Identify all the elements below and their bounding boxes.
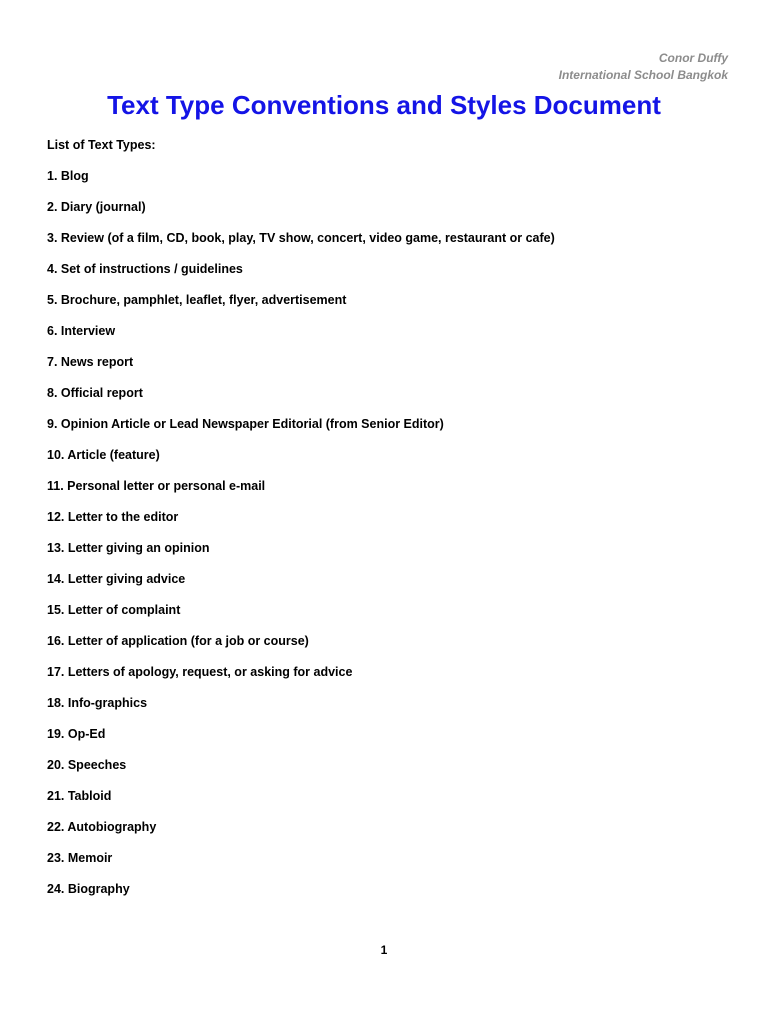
school-name: International School Bangkok (558, 68, 728, 82)
document-header (559, 50, 728, 84)
list-item: 13. Letter giving an opinion (47, 541, 210, 555)
list-item: 2. Diary (journal) (47, 200, 146, 214)
list-item: 5. Brochure, pamphlet, leaflet, flyer, advertisement (47, 293, 347, 307)
list-item: 15. Letter of complaint (47, 603, 181, 617)
list-item: 4. Set of instructions / guidelines (47, 262, 243, 276)
list-item: 6. Interview (47, 324, 116, 338)
list-item: 3. Review (of a film, CD, book, play, TV show, concert, video game, restaurant or cafe) (47, 231, 555, 245)
list-item: 14. Letter giving advice (47, 572, 186, 586)
list-item: 20. Speeches (47, 758, 127, 772)
list-item: 19. Op-Ed (47, 727, 106, 741)
list-item: 8. Official report (47, 386, 143, 400)
list-item: 16. Letter of application (for a job or course) (47, 634, 309, 648)
list-item: 11. Personal letter or personal e-mail (47, 479, 266, 493)
list-item: 1. Blog (47, 169, 89, 183)
list-item: 7. News report (47, 355, 134, 369)
list-item: 9. Opinion Article or Lead Newspaper Editorial (from Senior Editor) (47, 417, 444, 431)
list-item: 10. Article (feature) (47, 448, 160, 462)
list-item: 12. Letter to the editor (47, 510, 179, 524)
list-heading: List of Text Types: (47, 138, 156, 152)
document-title: Text Type Conventions and Styles Document (107, 90, 661, 120)
author-name: Conor Duffy (658, 51, 728, 65)
text-type-list (47, 167, 555, 911)
list-item: 21. Tabloid (47, 789, 112, 803)
list-item: 23. Memoir (47, 851, 113, 865)
list-item: 22. Autobiography (47, 820, 157, 834)
list-item: 18. Info-graphics (47, 696, 148, 710)
page-number: 1 (380, 943, 388, 957)
list-item: 17. Letters of apology, request, or asking for advice (47, 665, 353, 679)
list-item: 24. Biography (47, 882, 130, 896)
